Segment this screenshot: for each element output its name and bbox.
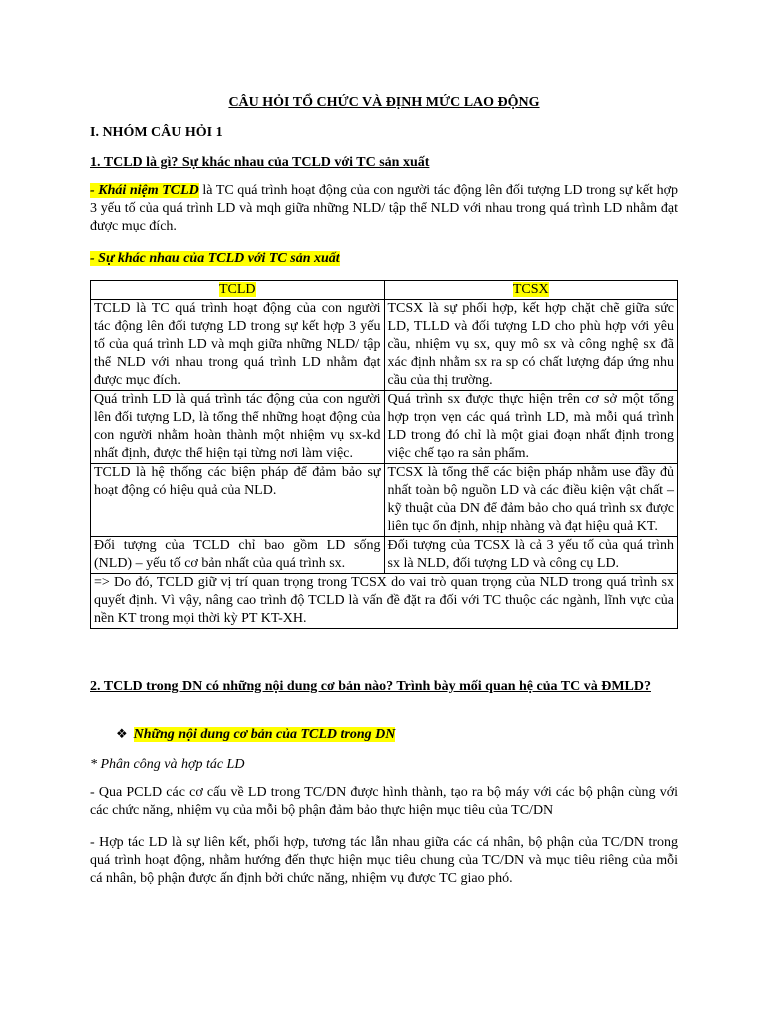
document-content <box>90 94 678 886</box>
table-conclusion-row <box>91 574 678 629</box>
table-cell: TCSX là sự phối hợp, kết hợp chặt chẽ giữa sức LD, TLLD và đối tượng LD cho phù hợp với yêu cầu, nhiệm vụ sx, quy mô sx và công nghệ sx đã xác định nhằm sx ra sp có chất lượng đáp ứng nhu cầu của thị trường. <box>384 300 678 391</box>
table-cell: Đối tượng của TCSX là cả 3 yếu tố của quá trình sx là NLD, đối tượng LD và công cụ LD. <box>384 537 678 574</box>
difference-heading-text: - Sự khác nhau của TCLD với TC sản xuất <box>90 251 340 266</box>
bullet-heading <box>116 726 395 744</box>
bullet-heading-text: Những nội dung cơ bản của TCLD trong DN <box>133 727 396 742</box>
table-header-tcsx <box>384 281 678 300</box>
table-row <box>91 391 678 464</box>
sub-heading: * Phân công và hợp tác LD <box>90 757 245 772</box>
table-header-row <box>91 281 678 300</box>
paragraph: - Hợp tác LD là sự liên kết, phối hợp, tương tác lẫn nhau giữa các cá nhân, bộ phận của TC/DN trong quá trình hoạt động, nhằm hướng đến thực hiện mục tiêu chung của TC/DN và mục tiêu riêng của mỗi cá nhân, bộ phận được ấn định bởi chức năng, nhiệm vụ được TC giao phó. <box>90 835 678 886</box>
table-cell: TCLD là hệ thống các biện pháp để đảm bảo sự hoạt động có hiệu quả của NLD. <box>91 464 385 537</box>
table-cell: Đối tượng của TCLD chỉ bao gồm LD sống (NLD) – yếu tố cơ bản nhất của quá trình sx. <box>91 537 385 574</box>
comparison-table <box>90 280 678 629</box>
table-conclusion-cell: => Do đó, TCLD giữ vị trí quan trọng trong TCSX do vai trò quan trọng của NLD trong quá trình sx quyết định. Vì vậy, nâng cao trình độ TCLD là vấn đề đặt ra đối với TC thuộc các ngành, lĩnh vực của nền KT trong mọi thời kỳ PT KT-XH. <box>91 574 678 629</box>
section-heading: I. NHÓM CÂU HỎI 1 <box>90 125 223 140</box>
document-title: CÂU HỎI TỔ CHỨC VÀ ĐỊNH MỨC LAO ĐỘNG <box>228 95 540 110</box>
table-row <box>91 537 678 574</box>
header-tcsx-text: TCSX <box>512 282 549 297</box>
table-row <box>91 464 678 537</box>
question-2-heading: 2. TCLD trong DN có những nội dung cơ bản nào? Trình bày mối quan hệ của TC và ĐMLD? <box>90 679 651 694</box>
definition-label: - Khái niệm TCLD <box>90 183 199 198</box>
table-cell: TCSX là tổng thể các biện pháp nhằm use đầy đủ nhất toàn bộ nguồn LD và các điều kiện vật chất – kỹ thuật của DN để đảm bảo cho quá trình sx được liên tục ổn định, nhịp nhàng và đạt hiệu quả KT. <box>384 464 678 537</box>
table-cell: Quá trình LD là quá trình tác động của con người lên đối tượng LD, là tổng thể những hoạt động của con người nhằm hoàn thành một nhiệm vụ sx-kd nhất định, được thể hiện tại từng nơi làm việc. <box>91 391 385 464</box>
table-cell: TCLD là TC quá trình hoạt động của con người tác động lên đối tượng LD trong sự kết hợp 3 yếu tố của quá trình LD và mqh giữa những NLD/ tập thể NLD với nhau trong quá trình LD nhằm đạt được mục đích. <box>91 300 385 391</box>
header-tcld-text: TCLD <box>218 282 256 297</box>
definition-text: là TC quá trình hoạt động của con người tác động lên đối tượng LD trong sự kết hợp 3 yếu tố của quá trình LD và mqh giữa những NLD/ tập thể NLD với nhau trong quá trình LD nhằm đạt được mục đích. <box>90 183 678 234</box>
table-row <box>91 300 678 391</box>
paragraph: - Qua PCLD các cơ cấu về LD trong TC/DN được hình thành, tạo ra bộ máy với các bộ phận cùng với các chức năng, nhiệm vụ của mỗi bộ phận đảm bảo thực hiện mục tiêu của TC/DN <box>90 785 678 818</box>
diamond-bullet-icon: ❖ <box>116 727 128 742</box>
difference-heading <box>90 250 340 268</box>
table-header-tcld <box>91 281 385 300</box>
question-1-heading: 1. TCLD là gì? Sự khác nhau của TCLD với TC sản xuất <box>90 155 430 170</box>
definition-paragraph <box>90 182 678 236</box>
table-cell: Quá trình sx được thực hiện trên cơ sở một tổng hợp trọn vẹn các quá trình LD, mà mỗi quá trình LD trong đó chỉ là một giai đoạn nhất định trong việc chế tạo ra sản phẩm. <box>384 391 678 464</box>
